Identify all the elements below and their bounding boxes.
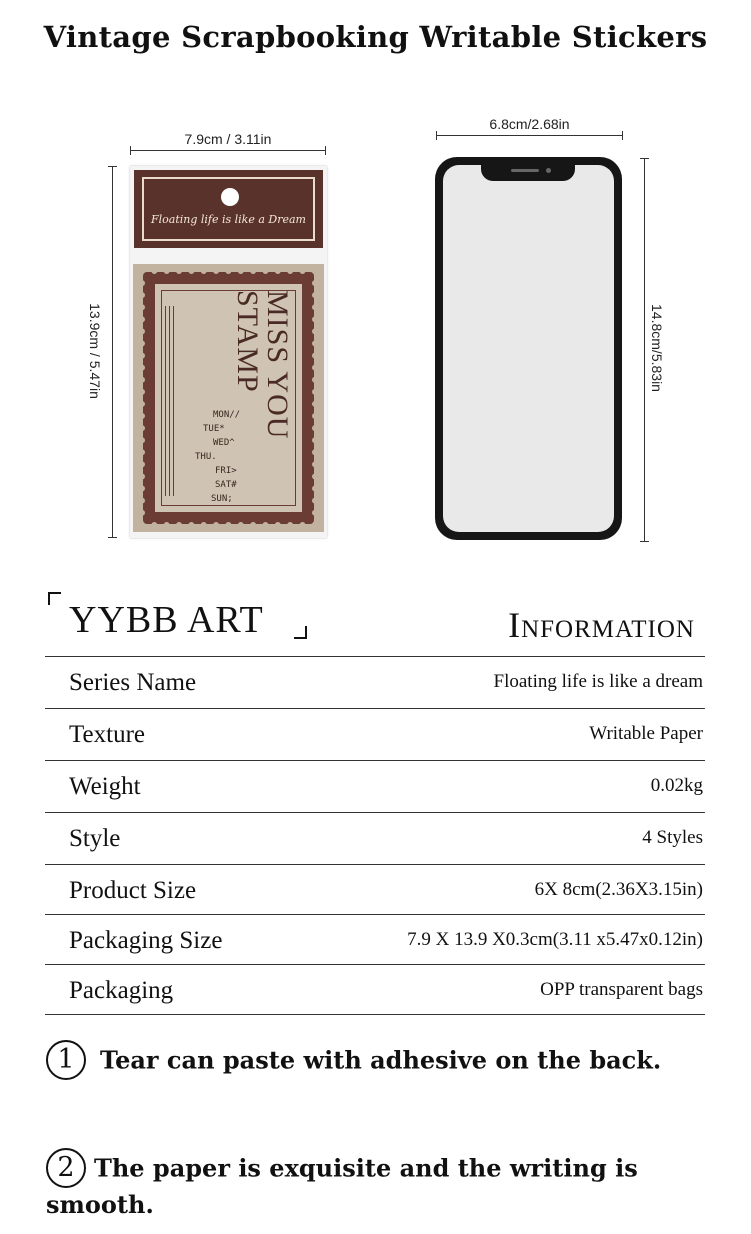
row-label: Product Size [69,877,197,904]
row-label: Packaging [69,977,174,1004]
stamp-sticker [143,272,314,524]
day-sun: SUN; [211,494,233,504]
row-value: Floating life is like a dream [493,671,703,692]
row-value: 7.9 X 13.9 X0.3cm(3.11 x5.47x0.12in) [407,929,703,950]
phone-outline [435,157,622,540]
row-label: Packaging Size [69,927,223,954]
row-value: 0.02kg [650,775,703,796]
table-row [45,708,705,760]
header-script-text: Floating life is like a Dream [150,212,306,226]
phone-width-line [436,135,623,136]
day-sat: SAT# [215,480,237,490]
row-label: Series Name [69,669,197,696]
corner-bracket-icon [48,592,61,605]
row-value: 4 Styles [642,827,703,848]
brand-block [48,592,308,644]
page-title: Vintage Scrapbooking Writable Stickers [43,20,708,54]
feature-item [46,1040,661,1080]
brand-name: YYBB ART [69,599,264,641]
camera-icon [546,168,551,173]
row-value: Writable Paper [589,723,703,744]
phone-width-label: 6.8cm/2.68in [489,116,570,132]
table-row [45,812,705,864]
phone-height-label: 14.8cm/5.83in [649,304,665,392]
information-title: Information [508,605,695,645]
package-height-label: 13.9cm / 5.47in [87,303,103,399]
corner-bracket-icon [294,626,307,639]
package-header-card [134,170,323,248]
phone-height-line [644,158,645,542]
phone-notch [481,157,575,181]
feature-text: The paper is exquisite and the writing is smooth. [46,1153,638,1219]
row-label: Weight [69,773,141,800]
row-value: OPP transparent bags [540,979,703,1000]
package-height-line [112,166,113,538]
stamp-title: MISS YOU STAMP [231,290,294,440]
day-wed: WED^ [213,438,235,448]
day-mon: MON// [213,410,241,420]
row-label: Style [69,825,121,852]
feature-item [46,1148,751,1219]
table-row [45,864,705,914]
circled-number-icon: 2 [46,1148,86,1188]
info-table [45,656,705,1015]
day-fri: FRI> [215,466,237,476]
product-package [130,166,327,538]
table-row [45,656,705,708]
circled-number-icon: 1 [46,1040,86,1080]
package-width-label: 7.9cm / 3.11in [184,131,272,147]
row-value: 6X 8cm(2.36X3.15in) [534,879,703,900]
weekday-list [173,410,283,508]
sticker-card [133,264,324,532]
day-tue: TUE* [203,424,225,434]
day-thu: THU. [195,452,217,462]
feature-text: Tear can paste with adhesive on the back. [100,1045,662,1075]
package-width-line [130,150,326,151]
table-row [45,760,705,812]
table-row [45,964,705,1015]
phone-screen [443,165,614,532]
speaker-icon [511,169,539,172]
table-row [45,914,705,964]
hang-hole [221,188,239,206]
row-label: Texture [69,721,145,748]
